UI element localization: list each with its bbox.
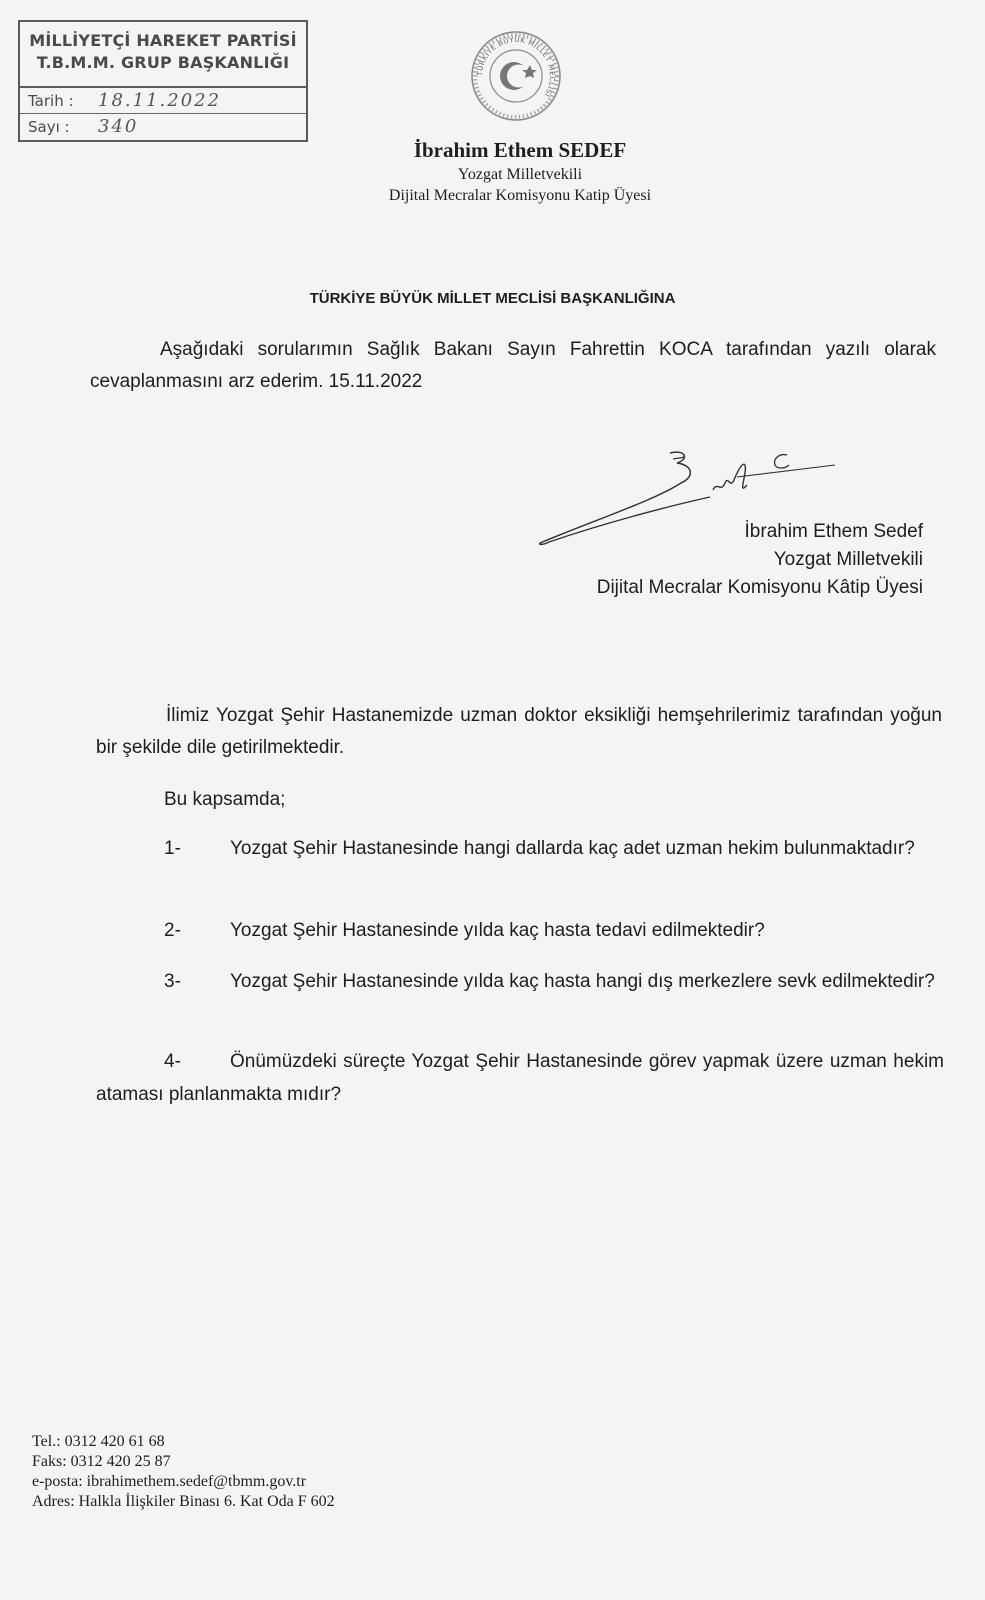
question-text: Yozgat Şehir Hastanesinde hangi dallarda kaç adet uzman hekim bulunmaktadır? <box>230 838 915 859</box>
tbmm-seal-icon <box>470 30 562 122</box>
letterhead <box>300 136 740 206</box>
footer-fax: Faks: 0312 420 25 87 <box>32 1453 171 1470</box>
question-text: Yozgat Şehir Hastanesinde yılda kaç hasta tedavi edilmektedir? <box>230 920 765 941</box>
stamp-date-label: Tarih : <box>28 92 74 110</box>
body-paragraph <box>96 700 942 764</box>
question-number: 2- <box>164 920 181 941</box>
signature-block <box>597 518 923 602</box>
question-item <box>96 1045 944 1111</box>
stamp-office-name: T.B.M.M. GRUP BAŞKANLIĞI <box>36 53 290 72</box>
intro-text: Aşağıdaki sorularımın Sağlık Bakanı Sayın Fahrettin KOCA tarafından yazılı olarak cevaplanmasını arz ederim. 15.11.2022 <box>90 339 936 392</box>
registry-stamp <box>18 20 308 142</box>
signatory-title: Yozgat Milletvekili <box>773 549 923 570</box>
footer-phone: Tel.: 0312 420 61 68 <box>32 1433 165 1450</box>
question-item <box>96 914 944 947</box>
body-text: İlimiz Yozgat Şehir Hastanemizde uzman doktor eksikliği hemşehrilerimiz tarafından yoğun bir şekilde dile getirilmektedir. <box>96 705 942 758</box>
scope-line: Bu kapsamda; <box>164 789 286 810</box>
footer-address: Adres: Halkla İlişkiler Binası 6. Kat Oda F 602 <box>32 1493 335 1510</box>
question-text: Önümüzdeki süreçte Yozgat Şehir Hastanesinde görev yapmak üzere uzman hekim ataması planlanmakta mıdır? <box>96 1051 944 1105</box>
contact-footer <box>32 1432 335 1512</box>
stamp-header <box>20 22 306 88</box>
stamp-number-label: Sayı : <box>28 118 70 136</box>
stamp-party-name: MİLLİYETÇİ HAREKET PARTİSİ <box>29 31 297 50</box>
sender-title: Yozgat Milletvekili <box>457 166 583 183</box>
question-number: 1- <box>164 838 181 859</box>
signatory-committee: Dijital Mecralar Komisyonu Kâtip Üyesi <box>596 577 923 598</box>
signatory-name: İbrahim Ethem Sedef <box>744 521 923 542</box>
stamp-date-value: 18.11.2022 <box>98 90 222 111</box>
stamp-date-row <box>20 88 306 114</box>
intro-paragraph <box>90 334 936 398</box>
question-item <box>96 965 944 998</box>
question-item <box>96 832 944 865</box>
stamp-number-value: 340 <box>98 116 139 137</box>
question-number: 3- <box>164 971 181 992</box>
stamp-number-row <box>20 114 306 140</box>
sender-committee: Dijital Mecralar Komisyonu Katip Üyesi <box>388 187 652 204</box>
question-text: Yozgat Şehir Hastanesinde yılda kaç hasta hangi dış merkezlere sevk edilmektedir? <box>230 971 935 992</box>
footer-email: e-posta: ibrahimethem.sedef@tbmm.gov.tr <box>32 1473 307 1490</box>
seal-text: TÜRKİYE BÜYÜK MİLLET MECLİSİ <box>475 35 557 99</box>
question-number: 4- <box>164 1051 181 1072</box>
addressee: TÜRKİYE BÜYÜK MİLLET MECLİSİ BAŞKANLIĞINA <box>309 290 676 307</box>
sender-name: İbrahim Ethem SEDEF <box>413 138 627 162</box>
